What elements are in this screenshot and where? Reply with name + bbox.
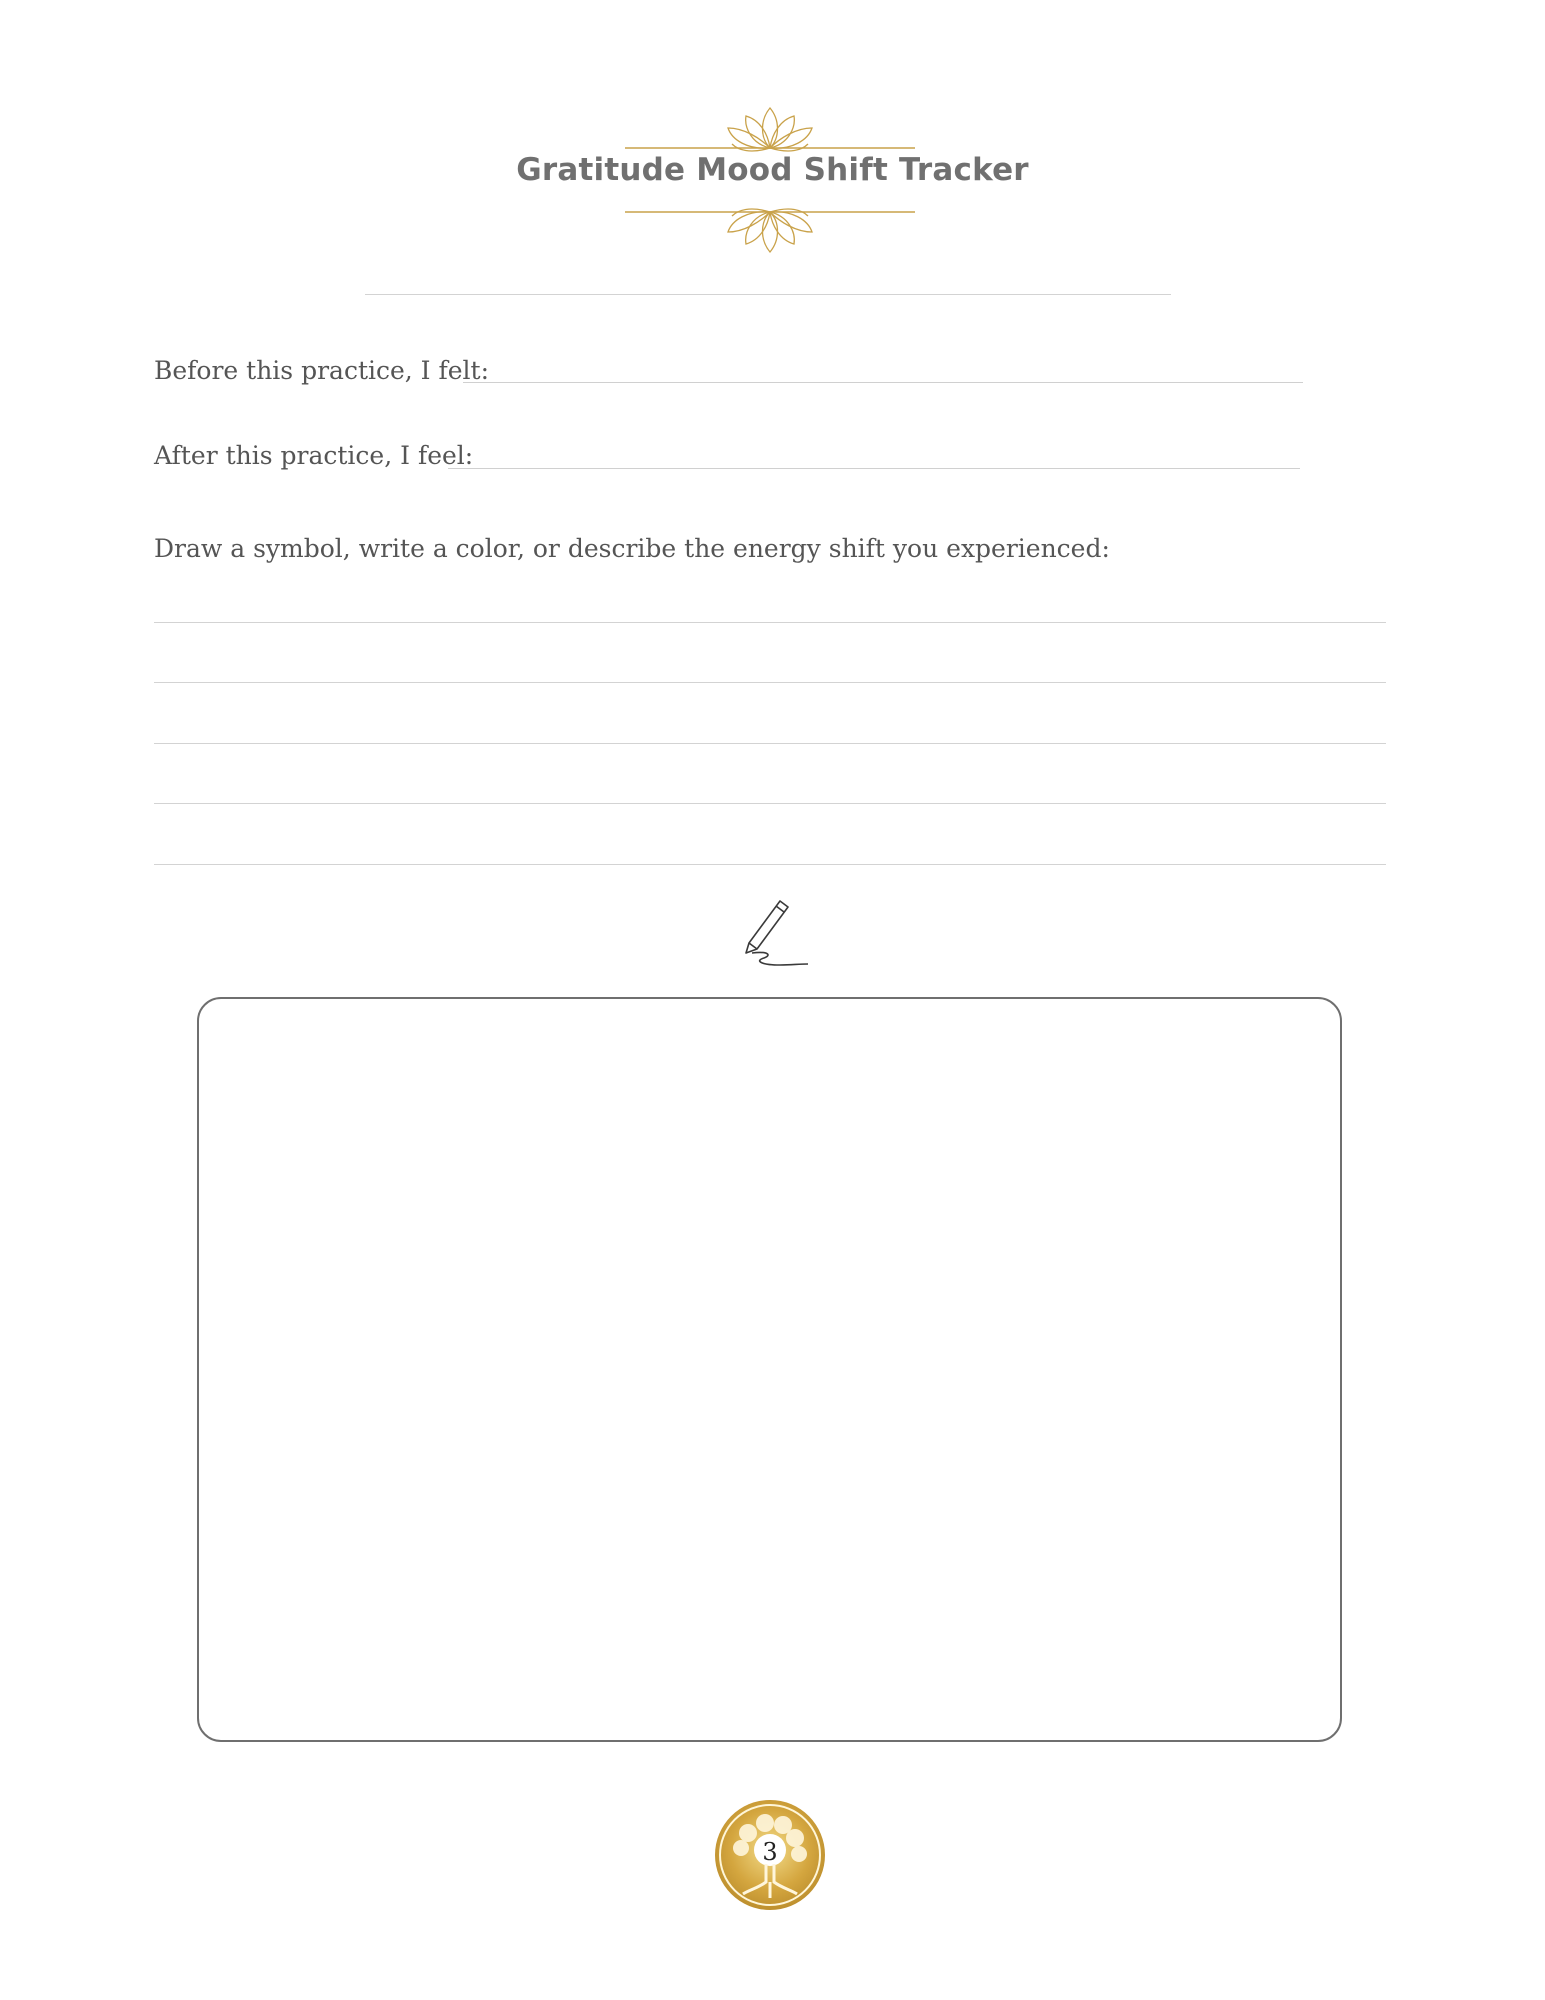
after-label: After this practice, I feel: xyxy=(154,441,474,470)
writing-line[interactable] xyxy=(154,803,1386,804)
reflection-label: Draw a symbol, write a color, or describe the energy shift you experienced: xyxy=(154,534,1110,563)
before-label: Before this practice, I felt: xyxy=(154,356,490,385)
writing-line[interactable] xyxy=(154,864,1386,865)
writing-line[interactable] xyxy=(154,682,1386,683)
writing-line[interactable] xyxy=(154,622,1386,623)
lotus-ornament-bottom-icon xyxy=(620,200,920,260)
pencil-icon xyxy=(740,893,820,973)
title-divider xyxy=(365,294,1171,295)
lotus-ornament-top-icon xyxy=(620,100,920,160)
page-number: 3 xyxy=(762,1838,778,1866)
before-answer-line[interactable] xyxy=(463,382,1303,383)
after-answer-line[interactable] xyxy=(448,468,1300,469)
drawing-area[interactable] xyxy=(197,997,1342,1742)
page-title: Gratitude Mood Shift Tracker xyxy=(516,152,1029,188)
writing-line[interactable] xyxy=(154,743,1386,744)
